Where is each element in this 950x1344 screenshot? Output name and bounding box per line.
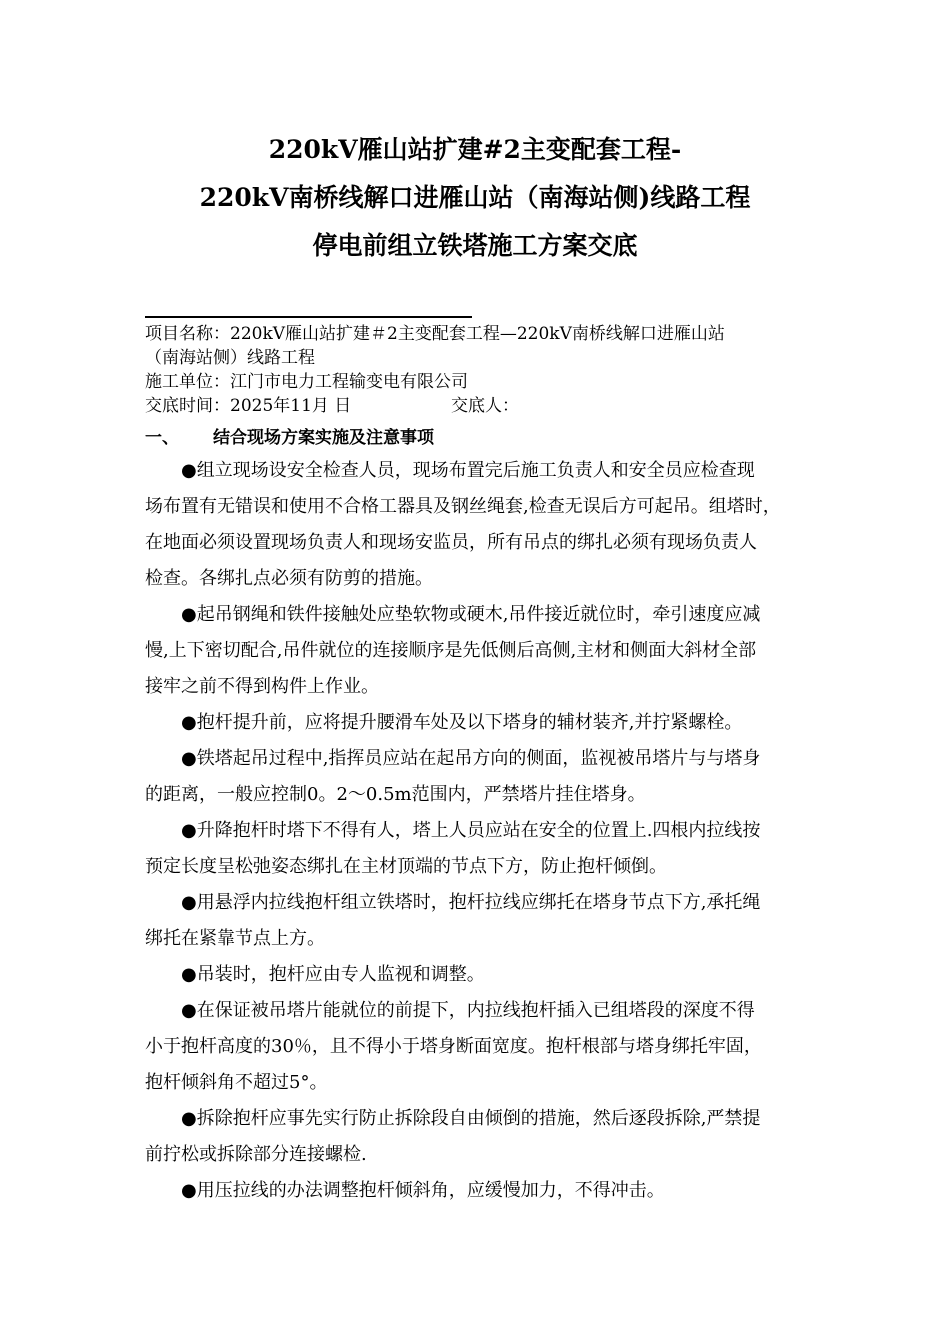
paragraph [145, 741, 825, 813]
title-line-1: 220kV雁山站扩建#2主变配套工程- [268, 135, 682, 164]
paragraph-line: 接牢之前不得到构件上作业。 [145, 676, 379, 697]
paragraph-line: 抱杆倾斜角不超过5°。 [145, 1072, 328, 1093]
paragraph-line: ●拆除抱杆应事先实行防止拆除段自由倾倒的措施，然后逐段拆除,严禁提 [181, 1108, 761, 1129]
project-name-line-2: （南海站侧）线路工程 [145, 348, 315, 368]
paragraph [145, 813, 825, 885]
paragraph-line: ●吊装时，抱杆应由专人监视和调整。 [181, 964, 485, 985]
date-row [145, 394, 825, 418]
paragraph-line: ●用压拉线的办法调整抱杆倾斜角，应缓慢加力，不得冲击。 [181, 1180, 665, 1201]
paragraph [145, 993, 825, 1101]
paragraph-line: 预定长度呈松弛姿态绑扎在主材顶端的节点下方，防止抱杆倾倒。 [145, 856, 667, 877]
project-name-line-1: 项目名称：220kV雁山站扩建＃2主变配套工程—220kV南桥线解口进雁山站 [145, 324, 725, 344]
paragraph-line: ●组立现场设安全检查人员，现场布置完后施工负责人和安全员应检查现 [181, 460, 755, 481]
paragraph-line: 检查。各绑扎点必须有防剪的措施。 [145, 568, 433, 589]
paragraph [145, 885, 825, 957]
paragraph-line: ●抱杆提升前，应将提升腰滑车处及以下塔身的辅材装齐,并拧紧螺栓。 [181, 712, 743, 733]
construction-unit: 施工单位：江门市电力工程输变电有限公司 [145, 372, 468, 392]
briefing-date: 交底时间：2025年11月 日 [145, 396, 352, 416]
paragraph-line: ●铁塔起吊过程中,指挥员应站在起吊方向的侧面，监视被吊塔片与与塔身 [181, 748, 761, 769]
paragraph-line: 场布置有无错误和使用不合格工器具及钢丝绳套,检查无误后方可起吊。组塔时， [145, 496, 781, 517]
briefing-presenter: 交底人： [451, 396, 519, 416]
paragraph-line: 的距离，一般应控制0。2～0.5m范围内，严禁塔片挂住塔身。 [145, 784, 646, 805]
paragraph-line: 前拧松或拆除部分连接螺检. [145, 1144, 367, 1165]
paragraph [145, 1101, 825, 1173]
paragraph-line: 在地面必须设置现场负责人和现场安监员，所有吊点的绑扎必须有现场负责人 [145, 532, 757, 553]
paragraph-line: ●在保证被吊塔片能就位的前提下，内拉线抱杆插入已组塔段的深度不得 [181, 1000, 755, 1021]
paragraph-line: 小于抱杆高度的30％，且不得小于塔身断面宽度。抱杆根部与塔身绑托牢固， [145, 1036, 762, 1057]
document-title [0, 126, 950, 270]
paragraph [145, 1173, 825, 1209]
meta-block [145, 322, 825, 418]
paragraph [145, 957, 825, 993]
title-line-3: 停电前组立铁塔施工方案交底 [312, 231, 638, 260]
body-text [145, 453, 825, 1209]
paragraph-line: ●起吊钢绳和铁件接触处应垫软物或硬木,吊件接近就位时，牵引速度应减 [181, 604, 761, 625]
section-number: 一、 [145, 428, 179, 448]
paragraph-line: ●用悬浮内拉线抱杆组立铁塔时，抱杆拉线应绑托在塔身节点下方,承托绳 [181, 892, 761, 913]
paragraph [145, 453, 825, 597]
paragraph [145, 705, 825, 741]
paragraph-line: 绑托在紧靠节点上方。 [145, 928, 325, 949]
paragraph-line: 慢,上下密切配合,吊件就位的连接顺序是先低侧后高侧,主材和侧面大斜材全部 [145, 640, 757, 661]
section-title: 结合现场方案实施及注意事项 [213, 428, 434, 448]
section-heading [145, 425, 434, 451]
title-line-2: 220kV南桥线解口进雁山站（南海站侧)线路工程 [199, 183, 751, 212]
paragraph [145, 597, 825, 705]
horizontal-rule [145, 316, 472, 318]
paragraph-line: ●升降抱杆时塔下不得有人，塔上人员应站在安全的位置上.四根内拉线按 [181, 820, 761, 841]
